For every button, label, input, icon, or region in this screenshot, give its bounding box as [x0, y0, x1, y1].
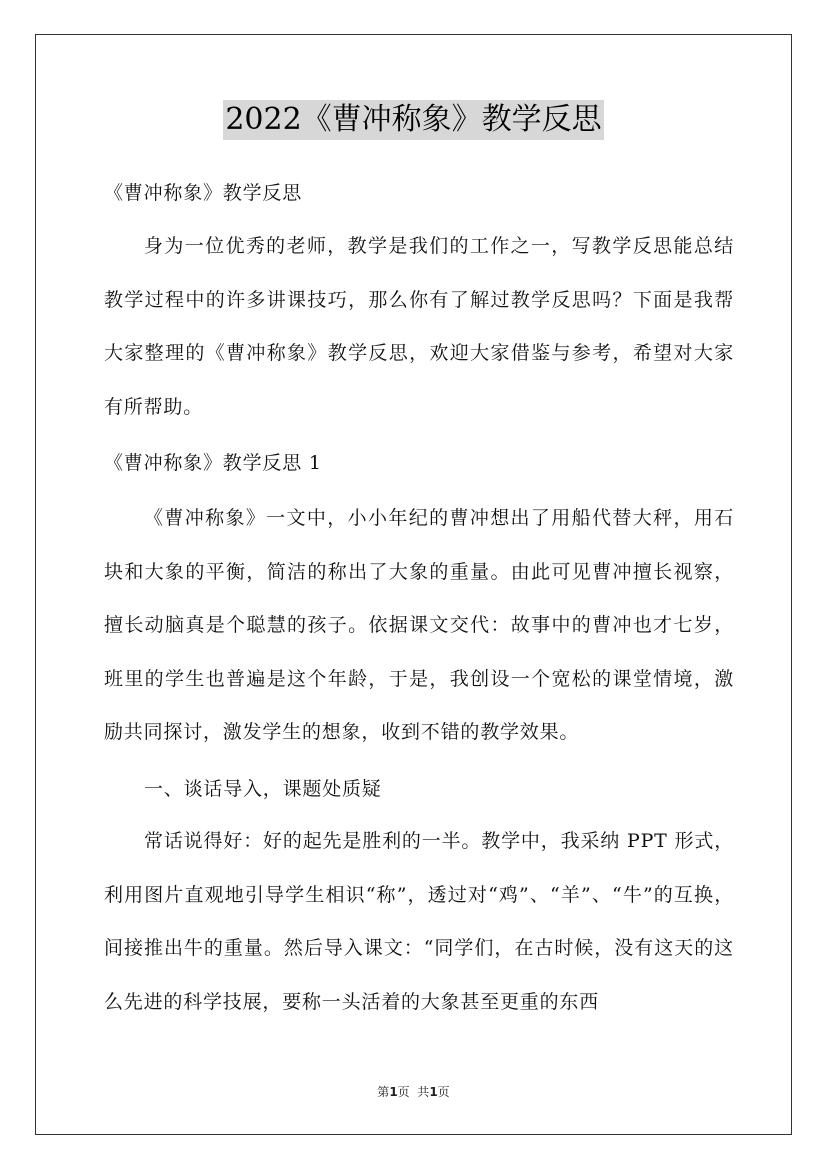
- body-paragraph-1: 《曹冲称象》一文中，小小年纪的曹冲想出了用船代替大秤，用石块和大象的平衡，简洁的称出了大象的重量。由此可见曹冲擅长视察，擅长动脑真是个聪慧的孩子。依据课文交代：故事中的曹冲也才七岁，班里的学生也普遍是这个年龄，于是，我创设一个宽松的课堂情境，激励共同探讨，激发学生的想象，收到不错的教学效果。: [104, 507, 734, 743]
- title-container: [0, 100, 827, 140]
- body-paragraph-2: 常话说得好：好的起先是胜利的一半。教学中，我采纳 PPT 形式，利用图片直观地引导学生相识“称”，透过对“鸡”、“羊”、“牛”的互换，间接推出牛的重量。然后导入课文：“同学们，在古时候，没有这天的这么先进的科学技展，要称一头活着的大象甚至更重的东西: [104, 830, 734, 1013]
- section-heading-block: [104, 451, 734, 475]
- intro-paragraph: 身为一位优秀的老师，教学是我们的工作之一，写教学反思能总结教学过程中的许多讲课技巧，那么你有了解过教学反思吗？下面是我帮大家整理的《曹冲称象》教学反思，欢迎大家借鉴与参考，希望对大家有所帮助。: [104, 235, 734, 418]
- point1-block: [104, 777, 734, 801]
- section-heading: 《曹冲称象》教学反思 1: [104, 452, 322, 474]
- intro-block: [104, 220, 734, 434]
- page-footer: [0, 1083, 827, 1100]
- footer-prefix: 第: [377, 1085, 390, 1099]
- footer-suffix: 页: [437, 1085, 450, 1099]
- footer-total-pages: 1: [429, 1085, 438, 1099]
- subtitle-block: [104, 181, 734, 205]
- para2-block: [104, 815, 734, 1029]
- document-title: 2022《曹冲称象》教学反思: [223, 100, 603, 140]
- document-subtitle: 《曹冲称象》教学反思: [104, 182, 303, 204]
- footer-page-number: 1: [389, 1085, 398, 1099]
- footer-middle: 页 共: [397, 1085, 430, 1099]
- para1-block: [104, 492, 734, 760]
- point-heading-1: 一、谈话导入，课题处质疑: [144, 778, 382, 800]
